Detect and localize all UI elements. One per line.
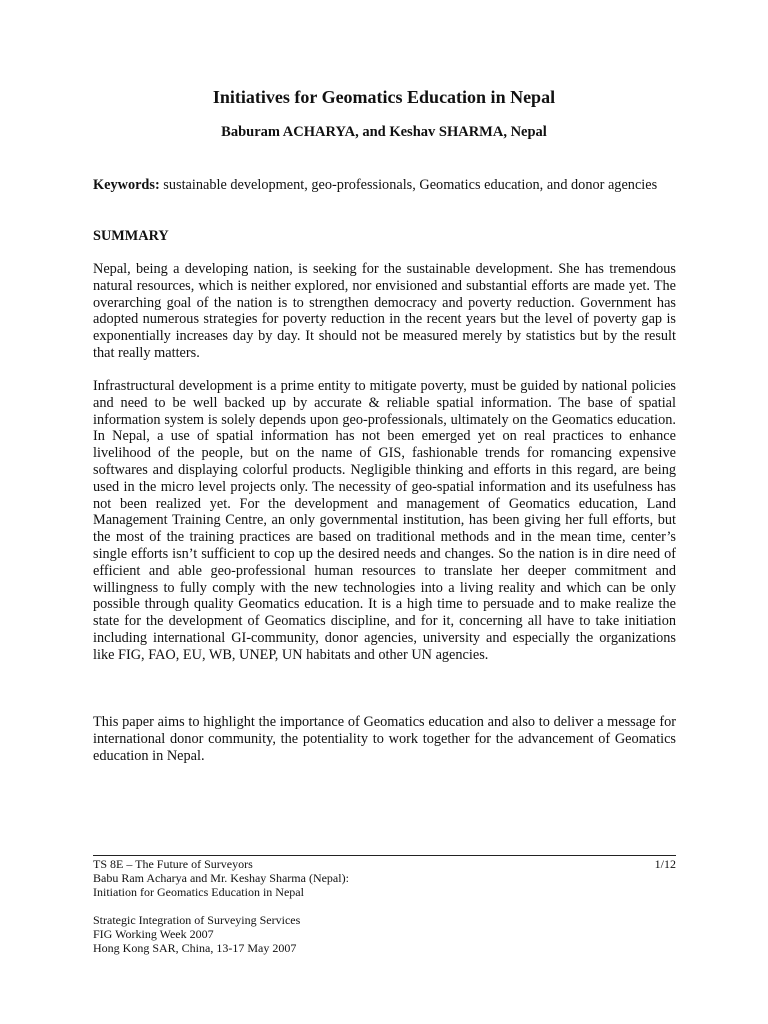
footer-paper-title: Initiation for Geomatics Education in Nepal [93, 885, 304, 899]
keywords-block [93, 177, 676, 194]
footer-author-line: Babu Ram Acharya and Mr. Keshay Sharma (Nepal): [93, 871, 349, 885]
footer-divider [93, 855, 676, 856]
keywords-text: sustainable development, geo-professionals, Geomatics education, and donor agencies [163, 177, 658, 193]
summary-paragraph-2 [93, 378, 676, 664]
footer-paper-info [93, 857, 676, 899]
paper-title: Initiatives for Geomatics Education in Nepal [212, 87, 556, 107]
summary-paragraph-1 [93, 261, 676, 362]
footer-conference-name: FIG Working Week 2007 [93, 927, 214, 941]
page-number: 1/12 [654, 857, 676, 871]
footer-session: TS 8E – The Future of Surveyors [93, 857, 253, 871]
summary-paragraph-3 [93, 714, 676, 764]
footer-conference-theme: Strategic Integration of Surveying Services [93, 913, 301, 927]
keywords-label: Keywords: [93, 177, 160, 193]
footer-conference-info [93, 913, 676, 955]
paragraph-text: This paper aims to highlight the importance of Geomatics education and also to deliver a message for international donor community, the potentiality to work together for the advancement of Geomatics education in Nepal. [93, 714, 676, 764]
paragraph-text: Nepal, being a developing nation, is seeking for the sustainable development. She has tremendous natural resources, which is neither explored, nor envisioned and substantial efforts are made yet. The overarching goal of the nation is to strengthen democracy and poverty reduction. Government has adopted numerous strategies for poverty reduction in the recent years but the level of poverty gap is exponentially increases day by day. It should not be measured merely by statistics but by the result that really matters. [93, 261, 676, 361]
paragraph-text: Infrastructural development is a prime entity to mitigate poverty, must be guided by national policies and need to be well backed up by accurate & reliable spatial information. The base of spatial information system is solely depends upon geo-professionals, ultimately on the Geomatics education. In Nepal, a use of spatial information has not been emerged yet on real practices to enhance livelihood of the people, but on the name of GIS, fashionable trends for romancing expensive softwares and displaying colorful products. Negligible thinking and efforts in this regard, are being used in the micro level projects only. The necessity of geo-spatial information and its usefulness has not been realized yet. For the development and management of Geomatics education, Land Management Training Centre, an only governmental institution, has been giving her full efforts, but the most of the training practices are based on traditional methods and in the mean time, center’s single efforts isn’t sufficient to cop up the desired needs and changes. So the nation is in dire need of efficient and able geo-professional human resources to translate her deeper commitment and willingness to fully comply with the new technologies into a living reality and which can be only possible through quality Geomatics education. It is a high time to persuade and to make realize the state for the development of Geomatics discipline, and for it, concerning all have to take initiation including international GI-community, donor agencies, university and especially the organizations like FIG, FAO, EU, WB, UNEP, UN habitats and other UN agencies. [93, 378, 676, 663]
paper-authors: Baburam ACHARYA, and Keshav SHARMA, Nepal [221, 124, 547, 140]
footer-conference-place-date: Hong Kong SAR, China, 13-17 May 2007 [93, 941, 297, 955]
summary-heading: SUMMARY [93, 228, 169, 244]
footer-session-row [93, 857, 676, 871]
